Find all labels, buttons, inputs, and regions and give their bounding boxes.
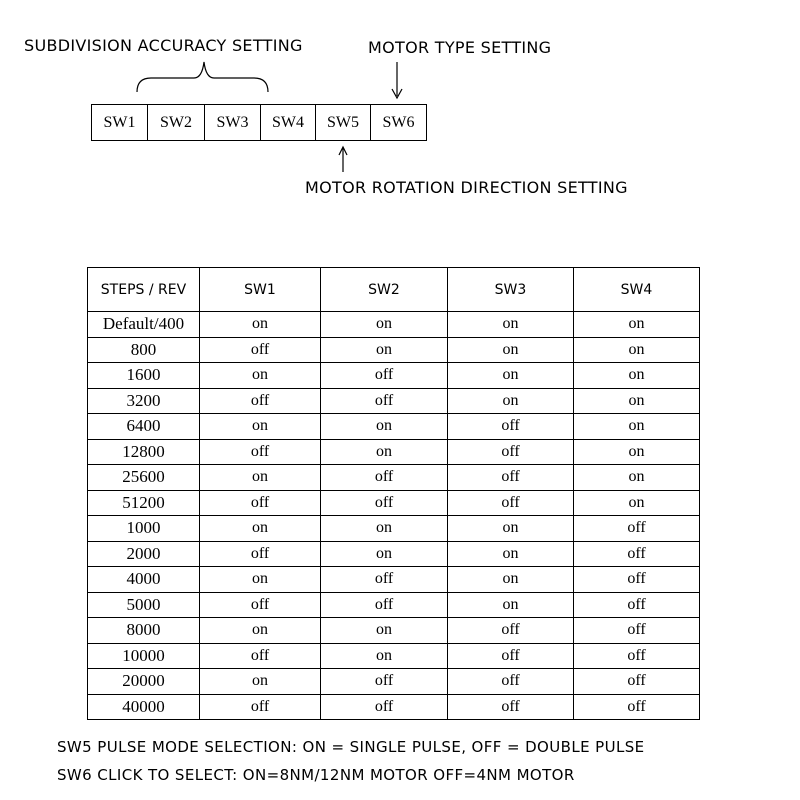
sw3-state-cell: off (448, 669, 574, 695)
steps-cell: 8000 (88, 618, 200, 644)
steps-cell: 800 (88, 337, 200, 363)
sw1-state-cell: off (200, 439, 321, 465)
sw2-state-cell: on (321, 643, 448, 669)
sw1-state-cell: on (200, 618, 321, 644)
sw4-state-cell: on (574, 363, 700, 389)
switch-sw2: SW2 (148, 105, 205, 140)
sw4-state-cell: on (574, 337, 700, 363)
sw2-state-cell: on (321, 337, 448, 363)
table-row (88, 516, 700, 542)
header-sw3: SW3 (448, 268, 574, 312)
sw1-state-cell: on (200, 414, 321, 440)
sw4-state-cell: on (574, 414, 700, 440)
steps-cell: 51200 (88, 490, 200, 516)
sw2-state-cell: off (321, 567, 448, 593)
sw3-state-cell: on (448, 567, 574, 593)
sw1-state-cell: off (200, 592, 321, 618)
sw1-state-cell: on (200, 465, 321, 491)
sw3-state-cell: on (448, 312, 574, 338)
sw1-state-cell: off (200, 541, 321, 567)
sw3-state-cell: on (448, 541, 574, 567)
sw4-state-cell: off (574, 694, 700, 720)
switch-sw3: SW3 (205, 105, 261, 140)
table-row (88, 388, 700, 414)
motor-type-label: MOTOR TYPE SETTING (368, 38, 552, 57)
sw1-state-cell: off (200, 490, 321, 516)
steps-cell: 25600 (88, 465, 200, 491)
table-header-row (88, 268, 700, 312)
steps-cell: 12800 (88, 439, 200, 465)
sw1-state-cell: on (200, 516, 321, 542)
sw2-state-cell: off (321, 465, 448, 491)
sw2-state-cell: on (321, 618, 448, 644)
sw3-state-cell: on (448, 337, 574, 363)
header-sw4: SW4 (574, 268, 700, 312)
table-row (88, 541, 700, 567)
switch-sw5: SW5 (316, 105, 371, 140)
sw2-state-cell: off (321, 694, 448, 720)
rotation-direction-label: MOTOR ROTATION DIRECTION SETTING (305, 178, 628, 197)
table-row (88, 669, 700, 695)
curly-brace (137, 62, 268, 92)
sw3-state-cell: on (448, 516, 574, 542)
sw2-state-cell: off (321, 388, 448, 414)
steps-cell: 2000 (88, 541, 200, 567)
header-sw1: SW1 (200, 268, 321, 312)
sw1-state-cell: on (200, 312, 321, 338)
sw2-state-cell: on (321, 414, 448, 440)
sw1-state-cell: on (200, 567, 321, 593)
header-steps-rev: STEPS / REV (88, 268, 200, 312)
table-row (88, 312, 700, 338)
sw2-state-cell: on (321, 516, 448, 542)
sw1-state-cell: on (200, 669, 321, 695)
sw4-state-cell: off (574, 592, 700, 618)
sw2-state-cell: on (321, 541, 448, 567)
sw4-state-cell: on (574, 490, 700, 516)
sw1-state-cell: on (200, 363, 321, 389)
sw1-state-cell: off (200, 694, 321, 720)
sw3-state-cell: on (448, 592, 574, 618)
table-row (88, 694, 700, 720)
dip-switch-row (91, 104, 427, 141)
switch-sw1: SW1 (92, 105, 148, 140)
table-row (88, 439, 700, 465)
sw5-pulse-mode-note: SW5 PULSE MODE SELECTION: ON = SINGLE PULSE, OFF = DOUBLE PULSE (57, 738, 645, 756)
sw3-state-cell: off (448, 643, 574, 669)
table-row (88, 337, 700, 363)
table-row (88, 414, 700, 440)
steps-cell: 3200 (88, 388, 200, 414)
sw3-state-cell: off (448, 439, 574, 465)
sw2-state-cell: off (321, 490, 448, 516)
steps-cell: 5000 (88, 592, 200, 618)
sw3-state-cell: on (448, 388, 574, 414)
sw4-state-cell: on (574, 388, 700, 414)
sw3-state-cell: off (448, 618, 574, 644)
table-row (88, 618, 700, 644)
steps-per-rev-table (87, 267, 700, 720)
sw3-state-cell: off (448, 465, 574, 491)
table-row (88, 592, 700, 618)
sw3-state-cell: off (448, 414, 574, 440)
steps-cell: 40000 (88, 694, 200, 720)
sw4-state-cell: off (574, 618, 700, 644)
sw4-state-cell: off (574, 567, 700, 593)
steps-cell: 4000 (88, 567, 200, 593)
sw6-motor-select-note: SW6 CLICK TO SELECT: ON=8NM/12NM MOTOR OFF=4NM MOTOR (57, 766, 575, 784)
steps-cell: 20000 (88, 669, 200, 695)
steps-cell: 1600 (88, 363, 200, 389)
steps-cell: 6400 (88, 414, 200, 440)
sw1-state-cell: off (200, 388, 321, 414)
sw2-state-cell: on (321, 312, 448, 338)
switch-sw4: SW4 (261, 105, 316, 140)
table-row (88, 643, 700, 669)
table-row (88, 567, 700, 593)
table-row (88, 363, 700, 389)
sw4-state-cell: off (574, 669, 700, 695)
sw2-state-cell: off (321, 669, 448, 695)
sw2-state-cell: off (321, 363, 448, 389)
sw1-state-cell: off (200, 643, 321, 669)
sw3-state-cell: off (448, 490, 574, 516)
header-sw2: SW2 (321, 268, 448, 312)
sw4-state-cell: on (574, 312, 700, 338)
table-row (88, 490, 700, 516)
sw4-state-cell: off (574, 541, 700, 567)
sw3-state-cell: on (448, 363, 574, 389)
steps-cell: 1000 (88, 516, 200, 542)
subdivision-accuracy-label: SUBDIVISION ACCURACY SETTING (24, 36, 303, 55)
sw3-state-cell: off (448, 694, 574, 720)
sw1-state-cell: off (200, 337, 321, 363)
sw4-state-cell: off (574, 643, 700, 669)
sw2-state-cell: off (321, 592, 448, 618)
sw2-state-cell: on (321, 439, 448, 465)
table-row (88, 465, 700, 491)
steps-cell: 10000 (88, 643, 200, 669)
sw4-state-cell: on (574, 439, 700, 465)
steps-cell: Default/400 (88, 312, 200, 338)
switch-sw6: SW6 (382, 113, 415, 131)
sw4-state-cell: on (574, 465, 700, 491)
sw4-state-cell: off (574, 516, 700, 542)
